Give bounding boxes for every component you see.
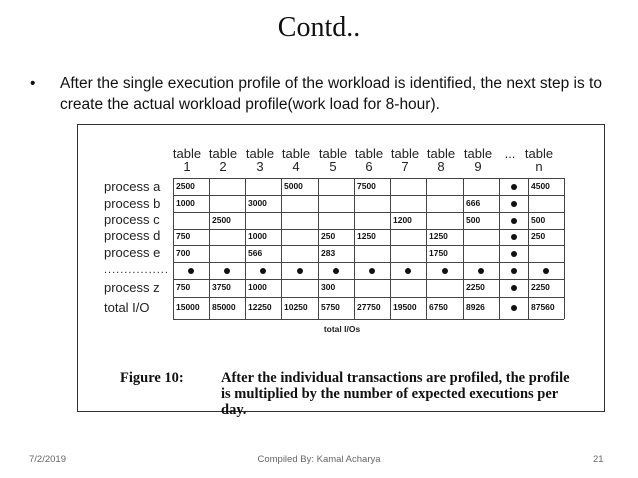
total-io-cell: 6750 xyxy=(429,302,448,312)
grid-line-horizontal xyxy=(173,297,564,298)
column-header xyxy=(242,147,278,173)
column-header xyxy=(460,147,496,173)
ellipsis-dot xyxy=(511,201,517,207)
column-header-top: table xyxy=(390,146,420,161)
row-label: total I/O xyxy=(104,300,150,315)
table-cell: 2500 xyxy=(176,180,195,191)
row-label: ................ xyxy=(104,264,169,276)
grid-line-horizontal xyxy=(173,245,564,246)
grid-line-horizontal xyxy=(173,279,564,280)
footer-author: Compiled By: Kamal Acharya xyxy=(257,454,381,465)
slide-title: Contd.. xyxy=(277,12,361,43)
table-cell: 4500 xyxy=(531,180,550,191)
column-header-number: 7 xyxy=(401,159,409,174)
row-label: process c xyxy=(104,212,160,227)
column-header-number: 4 xyxy=(292,159,300,174)
ellipsis-dot xyxy=(511,218,517,224)
column-header-number: 3 xyxy=(256,159,264,174)
table-cell: 1000 xyxy=(248,231,267,241)
total-ios-label: total I/Os xyxy=(323,324,361,334)
table-cell: 7500 xyxy=(357,180,376,191)
footer-date: 7/2/2019 xyxy=(29,454,66,465)
table-cell: 1250 xyxy=(429,231,448,241)
total-io-cell: 8926 xyxy=(466,302,485,312)
total-io-cell: 85000 xyxy=(212,302,236,312)
total-io-cell: 19500 xyxy=(393,302,417,312)
column-header-number: n xyxy=(535,159,543,174)
grid-line-vertical xyxy=(564,178,565,319)
row-label: process e xyxy=(104,245,161,260)
ellipsis-dot xyxy=(442,268,448,274)
ellipsis-dot xyxy=(543,268,549,274)
ellipsis-dot xyxy=(405,268,411,274)
column-header xyxy=(351,147,387,173)
table-cell: 2250 xyxy=(531,282,550,292)
row-label: process a xyxy=(104,179,161,194)
total-io-cell: 12250 xyxy=(248,302,272,312)
table-cell: 250 xyxy=(321,231,336,241)
grid-line-horizontal xyxy=(173,229,564,230)
table-cell: 666 xyxy=(466,197,481,208)
bullet-marker: • xyxy=(30,75,36,92)
ellipsis-dot xyxy=(511,251,517,257)
column-header-top: table xyxy=(245,146,275,161)
ellipsis-dot xyxy=(333,268,339,274)
column-header-top: table xyxy=(463,146,493,161)
row-label: process d xyxy=(104,228,161,243)
row-label: process b xyxy=(104,196,161,211)
ellipsis-dot xyxy=(511,184,517,190)
figure-number: Figure 10: xyxy=(120,370,184,386)
ellipsis-dot xyxy=(297,268,303,274)
ellipsis-dot xyxy=(511,305,517,311)
column-header-number: 2 xyxy=(219,159,227,174)
column-header-top: table xyxy=(524,146,554,161)
column-header-top: table xyxy=(172,146,202,161)
total-io-cell: 87560 xyxy=(531,302,555,312)
grid-line-horizontal xyxy=(173,319,564,320)
table-cell: 1200 xyxy=(393,214,412,225)
table-cell: 3000 xyxy=(248,197,267,208)
table-cell: 5000 xyxy=(284,180,303,191)
ellipsis-dot xyxy=(511,285,517,291)
column-header xyxy=(169,147,205,173)
column-header-number: 6 xyxy=(365,159,373,174)
bullet-text: After the single execution profile of the workload is identified, the next step is to create the actual workload profile(work load for 8-hour). xyxy=(60,75,602,113)
column-header xyxy=(521,147,557,173)
column-header-top: table xyxy=(426,146,456,161)
bullet-point xyxy=(30,73,610,115)
ellipsis-dot xyxy=(478,268,484,274)
table-cell: 283 xyxy=(321,247,336,258)
column-header-top: ... xyxy=(504,146,516,161)
table-cell: 500 xyxy=(466,214,481,225)
column-header xyxy=(205,147,241,173)
grid-line-horizontal xyxy=(173,212,564,213)
table-cell: 1250 xyxy=(357,231,376,241)
workload-table-grid xyxy=(173,178,564,319)
grid-line-horizontal xyxy=(173,262,564,263)
ellipsis-dot xyxy=(224,268,230,274)
total-io-cell: 10250 xyxy=(284,302,308,312)
row-label: process z xyxy=(104,280,160,295)
total-io-cell: 15000 xyxy=(176,302,200,312)
table-cell: 1000 xyxy=(248,282,267,292)
ellipsis-dot xyxy=(511,234,517,240)
column-header-top: table xyxy=(208,146,238,161)
ellipsis-dot xyxy=(260,268,266,274)
table-cell: 3750 xyxy=(212,282,231,292)
workload-figure xyxy=(77,124,605,418)
table-cell: 750 xyxy=(176,231,191,241)
column-header xyxy=(278,147,314,173)
column-header xyxy=(315,147,351,173)
table-cell: 2500 xyxy=(212,214,231,225)
table-cell: 250 xyxy=(531,231,546,241)
ellipsis-dot xyxy=(511,268,517,274)
figure-caption-text: After the individual transactions are profiled, the profile is multiplied by the number of expected executions per day. xyxy=(221,370,570,418)
table-cell: 300 xyxy=(321,282,336,292)
column-header-top: table xyxy=(318,146,348,161)
table-cell: 750 xyxy=(176,282,191,292)
ellipsis-dot xyxy=(188,268,194,274)
figure-caption xyxy=(120,370,580,418)
table-cell: 1000 xyxy=(176,197,195,208)
table-cell: 2250 xyxy=(466,282,485,292)
ellipsis-dot xyxy=(369,268,375,274)
column-header-top: table xyxy=(281,146,311,161)
grid-line-horizontal xyxy=(173,195,564,196)
column-header xyxy=(423,147,459,173)
table-cell: 700 xyxy=(176,247,191,258)
column-header xyxy=(387,147,423,173)
column-header-number: 5 xyxy=(329,159,337,174)
table-cell: 1750 xyxy=(429,247,448,258)
grid-line-horizontal xyxy=(173,178,564,179)
footer-page-number: 21 xyxy=(593,454,604,465)
column-header-top: table xyxy=(354,146,384,161)
table-cell: 566 xyxy=(248,247,263,258)
total-io-cell: 27750 xyxy=(357,302,381,312)
column-header-number: 9 xyxy=(474,159,482,174)
table-cell: 500 xyxy=(531,214,546,225)
column-header-number: 1 xyxy=(183,159,191,174)
column-header-number: 8 xyxy=(437,159,445,174)
total-io-cell: 5750 xyxy=(321,302,340,312)
